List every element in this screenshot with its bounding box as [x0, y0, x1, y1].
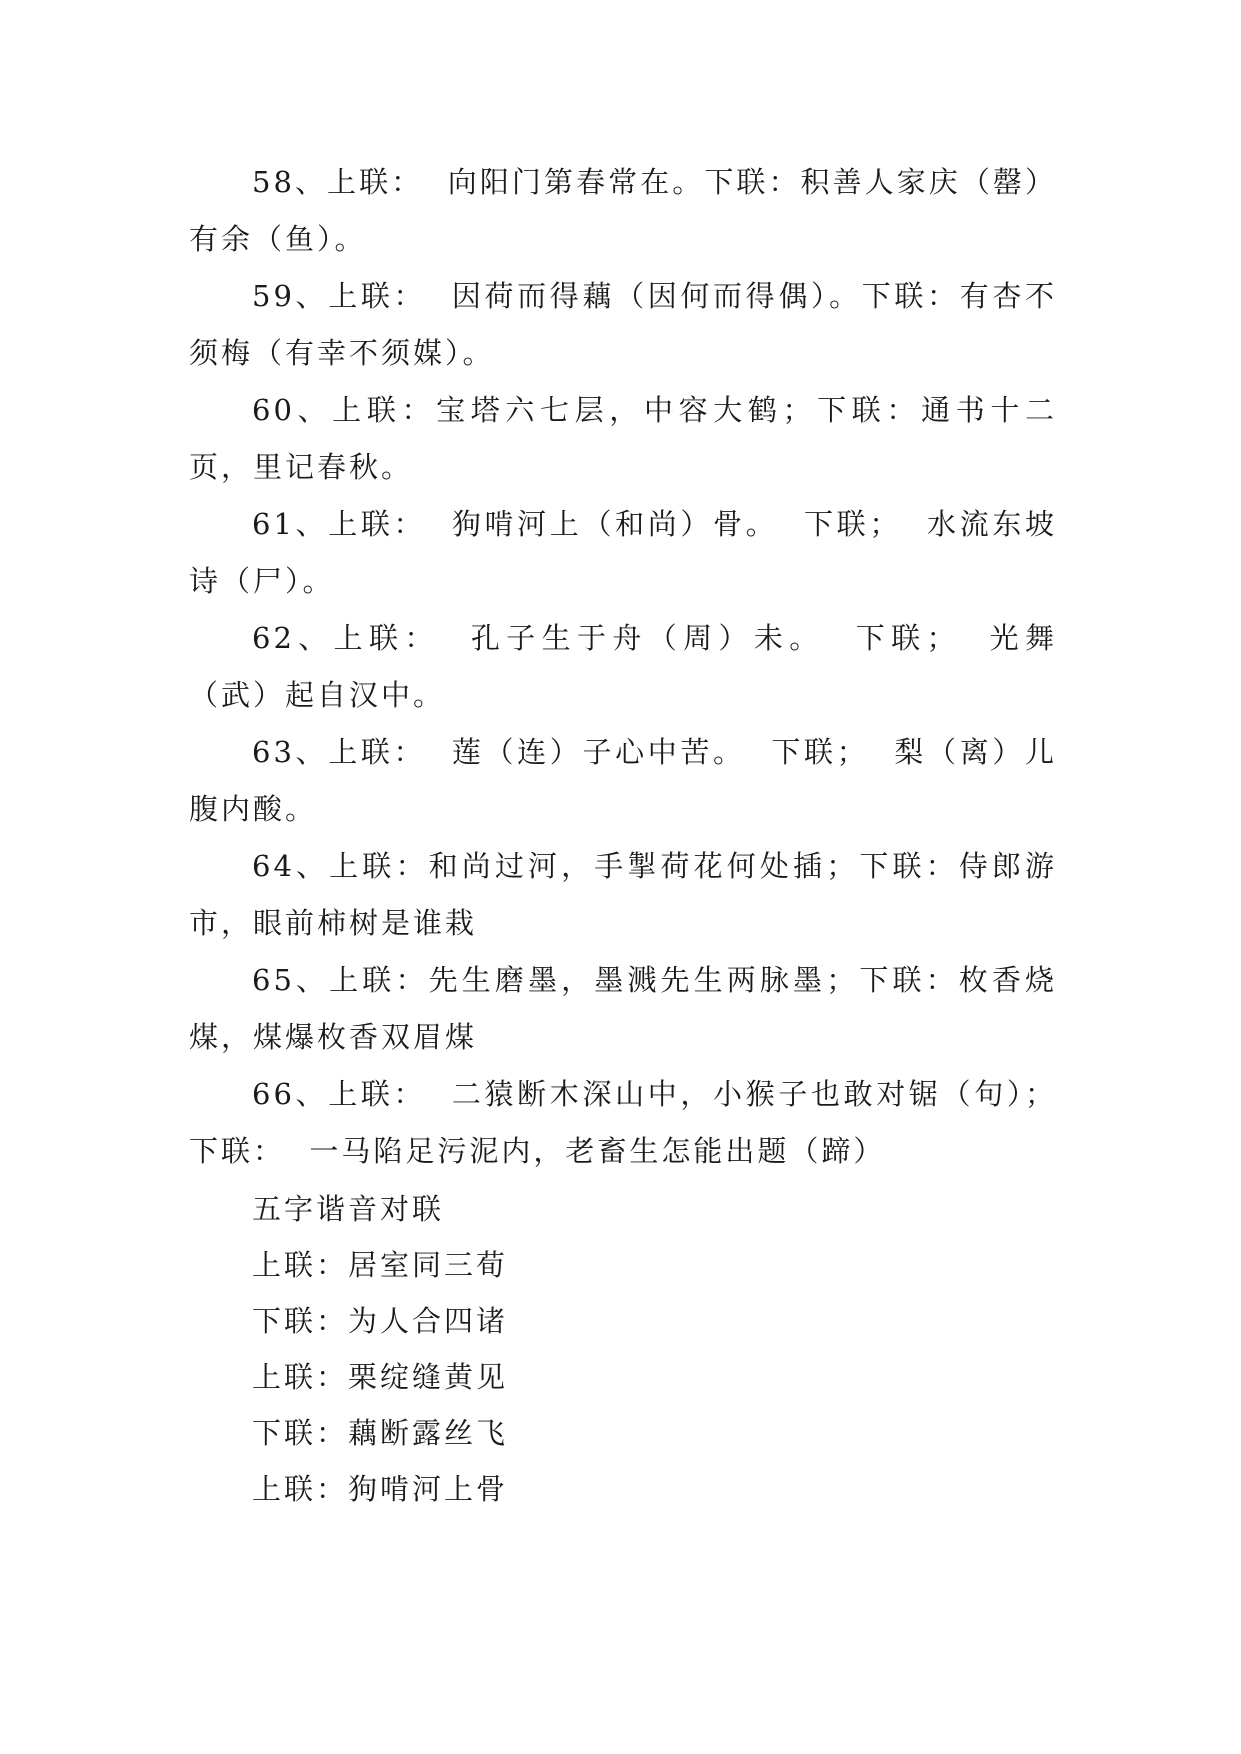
couplet-65: 65、上联：先生磨墨，墨溅先生两脉墨；下联：枚香烧煤，煤爆枚香双眉煤	[189, 963, 1057, 1054]
five-char-couplet-line: 上联：栗绽缝黄见	[252, 1360, 509, 1394]
couplet-59: 59、上联： 因荷而得藕（因何而得偶）。下联：有杏不须梅（有幸不须媒）。	[189, 279, 1057, 370]
five-char-couplet-line: 上联：居室同三荀	[252, 1248, 509, 1282]
couplet-60: 60、上联：宝塔六七层，中容大鹤；下联：通书十二页，里记春秋。	[189, 393, 1057, 484]
couplet-64: 64、上联：和尚过河，手掣荷花何处插；下联：侍郎游市，眼前柿树是谁栽	[189, 849, 1057, 940]
five-char-couplet-line: 下联：藕断露丝飞	[252, 1416, 509, 1450]
couplet-61: 61、上联： 狗啃河上（和尚）骨。 下联； 水流东坡诗（尸）。	[189, 507, 1057, 598]
five-char-couplet-line: 下联：为人合四诸	[252, 1304, 509, 1338]
section-title: 五字谐音对联	[252, 1192, 445, 1226]
couplet-66: 66、上联： 二猿断木深山中，小猴子也敢对锯（句）；下联： 一马陷足污泥内，老畜生怎能出题（蹄）	[189, 1077, 1057, 1168]
couplet-63: 63、上联： 莲（连）子心中苦。 下联； 梨（离）儿腹内酸。	[189, 735, 1057, 826]
five-char-couplet-line: 上联：狗啃河上骨	[252, 1472, 509, 1506]
couplet-58: 58、上联： 向阳门第春常在。下联：积善人家庆（罄）有余（鱼）。	[189, 165, 1057, 256]
document-page	[189, 154, 1057, 1517]
couplet-62: 62、上联： 孔子生于舟（周）未。 下联； 光舞（武）起自汉中。	[189, 621, 1057, 712]
